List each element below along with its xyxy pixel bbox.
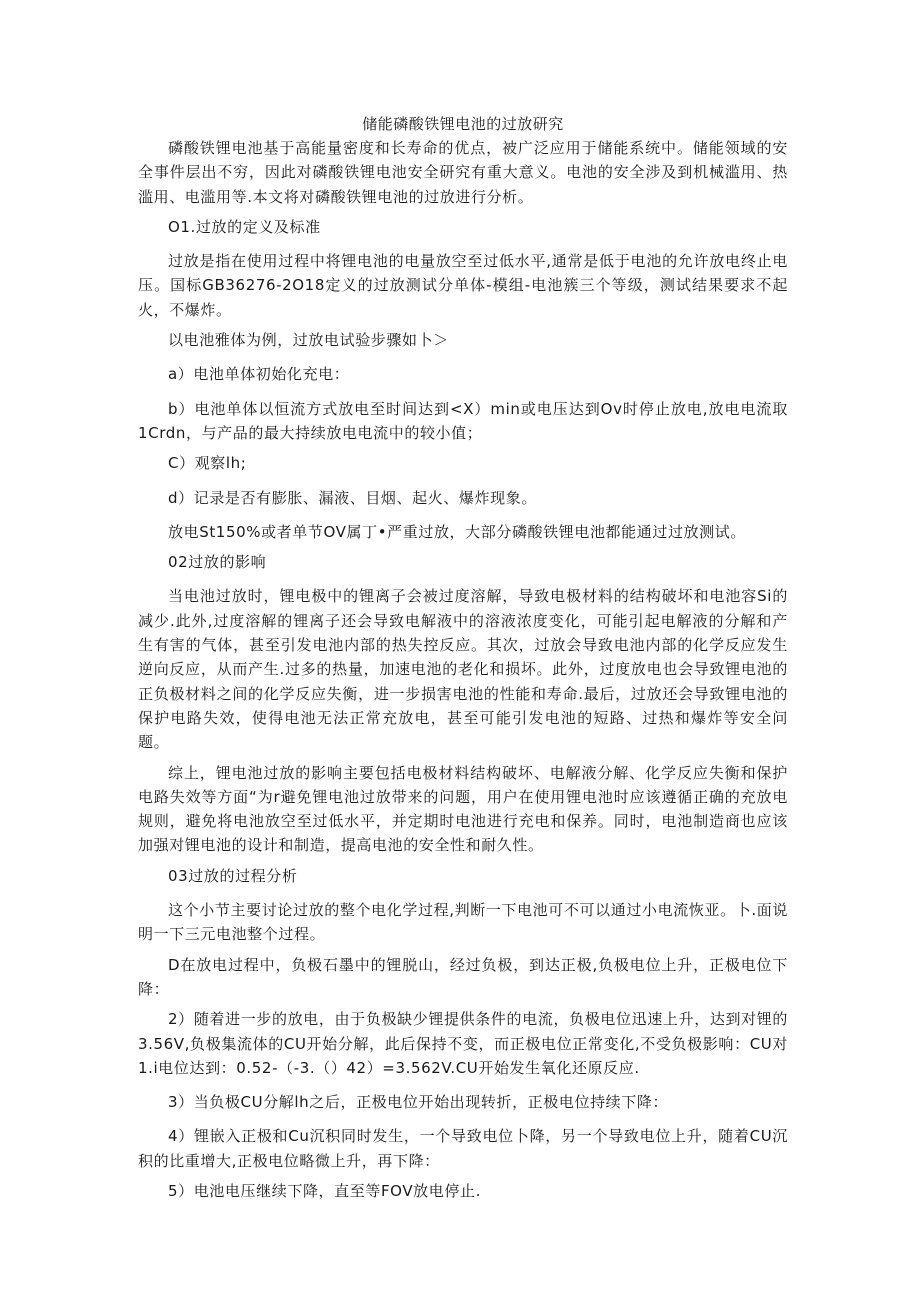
process-step-1: D在放电过程中，负极石墨中的锂脱山，经过负极，到达正极,负极电位上升，正极电位下降：: [138, 955, 788, 998]
test-step-a: a）电池单体初始化充电：: [168, 365, 350, 384]
section1-paragraph-3: 放电St150%或者单节OV属丁•严重过放，大部分磷酸铁锂电池都能通过过放测试。: [168, 522, 746, 541]
process-step-4: 4）锂嵌入正极和Cu沉积同时发生，一个导致电位卜降，另一个导致电位上升，随着CU沉积的比重增大,正极电位略微上升，再下降：: [138, 1127, 788, 1170]
process-step-2: 2）随着进一步的放电，由于负极缺少锂提供条件的电流，负极电位迅速上升，达到对锂的3.56V,负极集流体的CU开始分解，此后保持不变，而正极电位正常变化,不受负极影响：CU对1.i电位达到：0.52-（-3.（）42）=3.562V.CU开始发生氧化还原反应.: [138, 1010, 788, 1077]
section1-paragraph-1: 过放是指在使用过程中将锂电池的电量放空至过低水平,通常是低于电池的允许放电终止电压。国标GB36276-2O18定义的过放测试分单体-模组-电池簇三个等级，测试结果要求不起火，不爆炸。: [138, 252, 788, 319]
intro-paragraph: 磷酸铁锂电池基于高能量密度和长寿命的优点，被广泛应用于储能系统中。储能领域的安全事件层出不穷，因此对磷酸铁锂电池安全研究有重大意义。电池的安全涉及到机械滥用、热滥用、电滥用等.本文将对磷酸铁锂电池的过放进行分析。: [138, 139, 788, 206]
section1-paragraph-2: 以电池雅体为例，过放电试验步骤如卜＞: [168, 331, 449, 350]
test-step-d: d）记录是否有膨胀、漏液、目烟、起火、爆炸现象。: [168, 488, 537, 507]
process-step-3: 3）当负极CU分解lh之后，正极电位开始出现转折，正极电位持续下降：: [168, 1093, 669, 1112]
section-heading-3: 03过放的过程分析: [168, 866, 298, 885]
section2-paragraph-1: 当电池过放时，锂电极中的锂离子会被过度溶解，导致电极材料的结构破坏和电池容Si的减少.此外,过度溶解的锂离子还会导致电解液中的溶液浓度变化，可能引起电解液的分解和产生有害的气体，甚至引发电池内部的热失控反应。其次，过放会导致电池内部的化学反应发生逆向反应，从而产生.过多的热量，加速电池的老化和损坏。此外，过度放电也会导致锂电池的正负极材料之间的化学反应失衡，进一步损害电池的性能和寿命.最后，过放还会导致锂电池的保护电路失效，使得电池无法正常充放电，甚至可能引发电池的短路、过热和爆炸等安全问题。: [138, 587, 788, 752]
section3-paragraph-1: 这个小节主要讨论过放的整个电化学过程,判断一下电池可不可以通过小电流恢亚。卜.面说明一下三元电池整个过程。: [138, 901, 788, 944]
document-page: [138, 112, 788, 1203]
test-step-c: C）观察lh;: [168, 454, 247, 473]
document-title: 储能磷酸铁锂电池的过放研究: [362, 115, 564, 133]
process-step-5: 5）电池电压继续下降，直至等FOV放电停止.: [168, 1181, 481, 1200]
section2-paragraph-2: 综上，锂电池过放的影响主要包括电极材料结构破坏、电解液分解、化学反应失衡和保护电路失效等方面“为r避免锂电池过放带来的问题，用户在使用锂电池时应该遵循正确的充放电规则，避免将电池放空至过低水平，并定期时电池进行充电和保养。同时，电池制造商也应该加强对锂电池的设计和制造，提高电池的安全性和耐久性。: [138, 763, 788, 855]
section-heading-2: 02过放的影响: [168, 553, 267, 572]
section-heading-1: O1.过放的定义及标准: [168, 217, 321, 236]
test-step-b: b）电池单体以恒流方式放电至时间达到<X）min或电压达到Ov时停止放电,放电电流取1Crdn，与产品的最大持续放电电流中的较小值；: [138, 399, 788, 442]
